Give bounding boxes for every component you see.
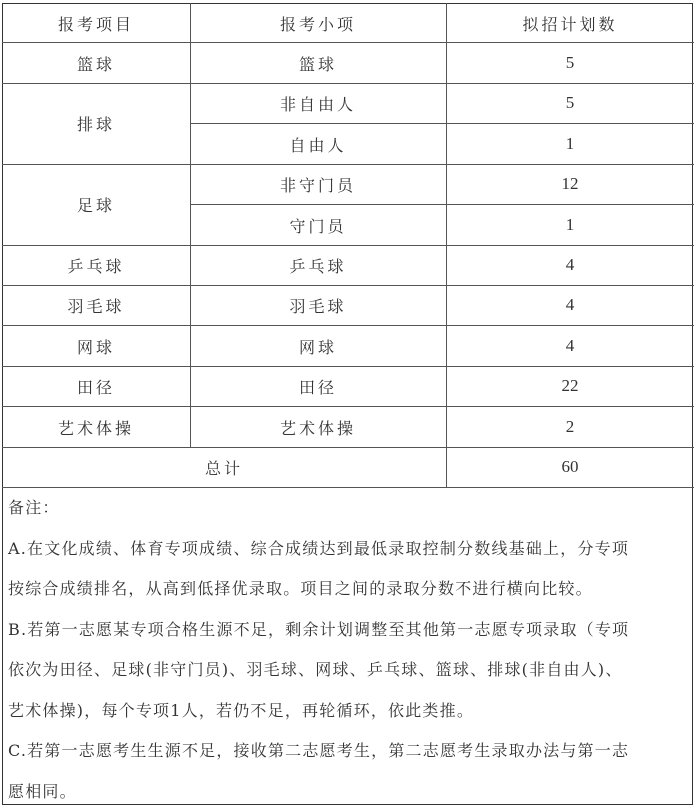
note-line: C.若第一志愿考生生源不足，接收第二志愿考生，第二志愿考生录取办法与第一志 (8, 731, 688, 772)
notes-title: 备注： (8, 488, 688, 529)
project-cell: 篮球 (2, 43, 190, 83)
header-count: 拟招计划数 (446, 3, 694, 43)
count-cell: 22 (446, 366, 694, 406)
note-line: 艺术体操)，每个专项1人，若仍不足，再轮循环，依此类推。 (8, 691, 688, 732)
item-cell: 田径 (190, 366, 446, 406)
project-cell: 艺术体操 (2, 407, 190, 447)
note-line: 愿相同。 (8, 772, 688, 812)
note-line: B.若第一志愿某专项合格生源不足，剩余计划调整至其他第一志愿专项录取（专项 (8, 610, 688, 651)
item-cell: 非自由人 (190, 83, 446, 123)
count-cell: 2 (446, 407, 694, 447)
item-cell: 守门员 (190, 205, 446, 245)
count-cell: 4 (446, 245, 694, 285)
count-cell: 5 (446, 43, 694, 83)
item-cell: 网球 (190, 326, 446, 366)
count-cell: 4 (446, 285, 694, 325)
project-cell: 羽毛球 (2, 285, 190, 325)
note-line: A.在文化成绩、体育专项成绩、综合成绩达到最低录取控制分数线基础上，分专项 (8, 529, 688, 570)
count-cell: 1 (446, 124, 694, 164)
item-cell: 艺术体操 (190, 407, 446, 447)
total-label: 总计 (2, 447, 446, 487)
count-cell: 12 (446, 164, 694, 204)
item-cell: 自由人 (190, 124, 446, 164)
item-cell: 非守门员 (190, 164, 446, 204)
project-cell: 网球 (2, 326, 190, 366)
project-cell: 足球 (2, 164, 190, 245)
count-cell: 4 (446, 326, 694, 366)
total-value: 60 (446, 447, 694, 487)
project-cell: 乒乓球 (2, 245, 190, 285)
header-project: 报考项目 (2, 3, 190, 43)
item-cell: 篮球 (190, 43, 446, 83)
item-cell: 乒乓球 (190, 245, 446, 285)
header-item: 报考小项 (190, 3, 446, 43)
notes-section (8, 488, 688, 812)
item-cell: 羽毛球 (190, 285, 446, 325)
count-cell: 5 (446, 83, 694, 123)
project-cell: 田径 (2, 366, 190, 406)
count-cell: 1 (446, 205, 694, 245)
note-line: 按综合成绩排名，从高到低择优录取。项目之间的录取分数不进行横向比较。 (8, 569, 688, 610)
note-line: 依次为田径、足球(非守门员)、羽毛球、网球、乒乓球、篮球、排球(非自由人)、 (8, 650, 688, 691)
project-cell: 排球 (2, 83, 190, 164)
